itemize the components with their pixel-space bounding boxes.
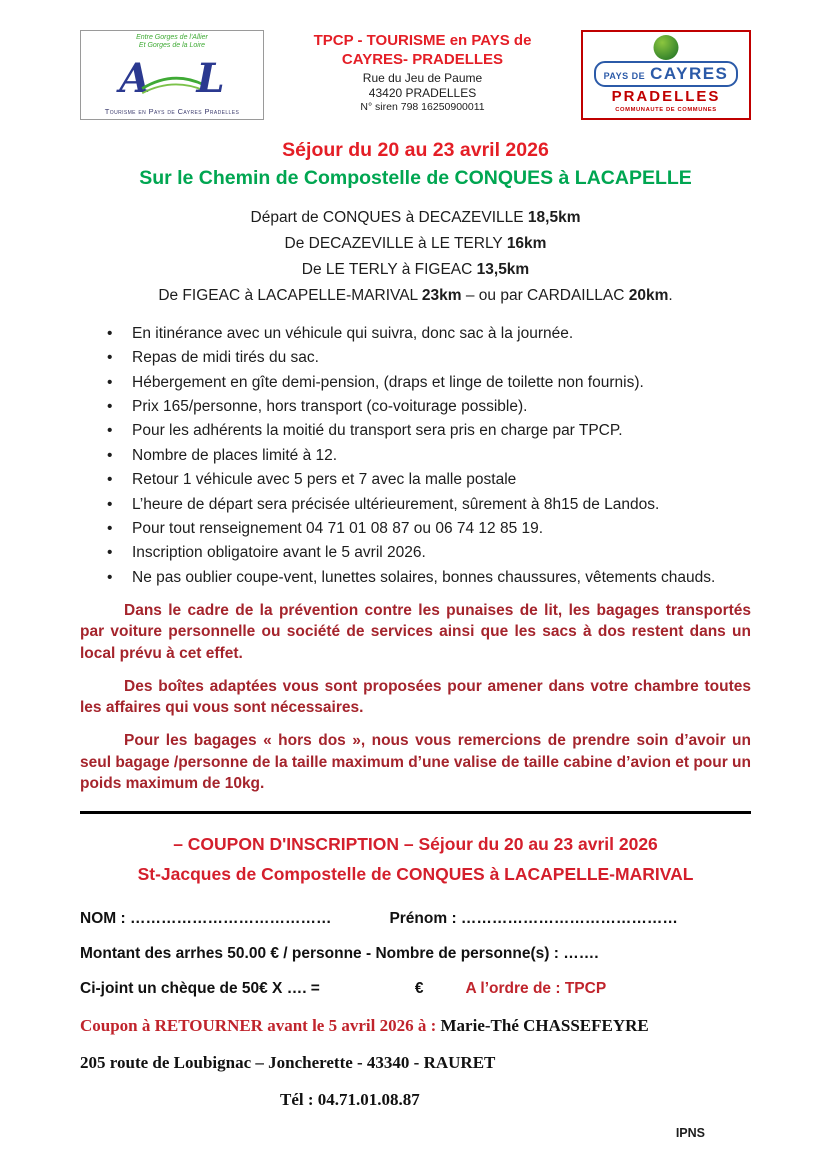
distance-value: 16km — [506, 234, 547, 252]
distance-text: Départ de CONQUES à DECAZEVILLE — [250, 208, 528, 226]
logo-communaute-label: COMMUNAUTE DE COMMUNES — [615, 107, 717, 113]
section-divider — [80, 811, 751, 814]
list-item: • Hébergement en gîte demi-pension, (draps et linge de toilette non fournis). — [80, 374, 751, 393]
ipns-mention: IPNS — [675, 1125, 705, 1140]
page-title-dates: Séjour du 20 au 23 avril 2026 — [282, 139, 549, 161]
communaute-communes-logo — [581, 30, 751, 120]
logo-pays-de-label: PAYS DE — [603, 71, 646, 81]
distance-value: 18,5km — [527, 208, 581, 226]
payee-order-text: A l’ordre de : TPCP — [465, 980, 607, 998]
org-info — [264, 30, 581, 120]
logo-monogram — [119, 56, 224, 102]
logo-letter-a: A — [119, 54, 151, 102]
logo-tagline — [136, 34, 208, 50]
notice-paragraph: Des boîtes adaptées vous sont proposées pour amener dans votre chambre toutes les affaires qui vous sont nécessaires. — [80, 677, 751, 717]
distance-line-3 — [80, 257, 751, 283]
prenom-fill-dots: …………………………………… — [460, 910, 678, 928]
distance-text: De LE TERLY à FIGEAC — [301, 260, 477, 278]
coupon-heading-line1: – COUPON D'INSCRIPTION – Séjour du 20 au 23 avril 2026 — [173, 834, 658, 855]
registration-form — [80, 909, 751, 1111]
page-title — [80, 138, 751, 192]
org-siren: N° siren 798 16250900011 — [360, 100, 485, 113]
distance-value: 20km — [628, 286, 669, 304]
euro-sign: € — [414, 980, 424, 998]
distance-text: De FIGEAC à LACAPELLE-MARIVAL — [158, 286, 422, 304]
logo-letter-l: L — [196, 54, 225, 102]
list-item: • Nombre de places limité à 12. — [80, 447, 751, 466]
nom-fill-dots: ………………………………… — [129, 910, 332, 928]
list-item: • Retour 1 véhicule avec 5 pers et 7 avec la malle postale — [80, 471, 751, 490]
notice-paragraph: Pour les bagages « hors dos », nous vous remercions de prendre soin d’avoir un seul bagage /personne de la taille maximum d’une valise de taille cabine d’avion et pour un poids maximum de 10kg. — [80, 732, 751, 793]
logo-name: Tourisme en Pays de Cayres Pradelles — [104, 107, 240, 116]
coupon-heading-line2: St-Jacques de Compostelle de CONQUES à LACAPELLE-MARIVAL — [137, 864, 694, 885]
itinerary-distances — [80, 205, 751, 309]
distance-value: 13,5km — [476, 260, 530, 278]
distance-text: De DECAZEVILLE à LE TERLY — [284, 234, 507, 252]
logo-tagline-line2: Et Gorges de la Loire — [138, 42, 206, 50]
distance-line-4 — [80, 283, 751, 309]
list-item: • Pour tout renseignement 04 71 01 08 87 ou 06 74 12 85 19. — [80, 520, 751, 539]
globe-icon — [654, 35, 679, 60]
list-item: • Repas de midi tirés du sac. — [80, 349, 751, 368]
org-title-line1: TPCP - TOURISME en PAYS de — [313, 32, 532, 49]
org-title-line2: CAYRES- PRADELLES — [341, 50, 504, 68]
list-item: • Inscription obligatoire avant le 5 avril 2026. — [80, 544, 751, 563]
luggage-notices — [80, 600, 751, 796]
form-line-arrhes: Montant des arrhes 50.00 € / personne - Nombre de personne(s) : ……. — [80, 945, 599, 963]
list-item: • En itinérance avec un véhicule qui suivra, donc sac à la journée. — [80, 325, 751, 344]
distance-text: . — [668, 286, 673, 304]
distance-text: – ou par CARDAILLAC — [461, 286, 629, 304]
form-line-return-to — [80, 1015, 751, 1037]
distance-line-2 — [80, 231, 751, 257]
list-item: • L’heure de départ sera précisée ultérieurement, sûrement à 8h15 de Landos. — [80, 496, 751, 515]
return-before-text: Coupon à RETOURNER avant le 5 avril 2026 à : — [80, 1015, 441, 1035]
page-title-route: Sur le Chemin de Compostelle de CONQUES à LACAPELLE — [139, 167, 692, 190]
form-line-cheque — [80, 979, 751, 999]
document-header — [80, 30, 751, 120]
recipient-name: Marie-Thé CHASSEFEYRE — [440, 1015, 649, 1035]
distance-line-1 — [80, 205, 751, 231]
org-address-line1: Rue du Jeu de Paume — [362, 70, 483, 85]
nom-label: NOM : — [80, 910, 130, 928]
tpcp-association-logo — [80, 30, 264, 120]
logo-cayres-label: CAYRES — [650, 64, 729, 83]
logo-tagline-line1: Entre Gorges de l'Allier — [136, 34, 208, 41]
logo-pays-de-cayres — [594, 61, 739, 87]
org-address-line2: 43420 PRADELLES — [368, 85, 477, 100]
list-item: • Prix 165/personne, hors transport (co-voiturage possible). — [80, 398, 751, 417]
org-title — [264, 32, 581, 70]
list-item: • Ne pas oublier coupe-vent, lunettes solaires, bonnes chaussures, vêtements chauds. — [80, 569, 751, 588]
form-line-phone: Tél : 04.71.01.08.87 — [280, 1089, 420, 1109]
notice-paragraph: Dans le cadre de la prévention contre les punaises de lit, les bagages transportés par voiture personnelle ou société de services ainsi que les sacs à dos restent dans un local prévu à cet effet. — [80, 601, 751, 663]
form-line-address: 205 route de Loubignac – Joncherette - 43340 - RAURET — [80, 1052, 496, 1072]
trip-details-list — [80, 325, 751, 588]
cheque-text: Ci-joint un chèque de 50€ X …. = — [80, 980, 320, 998]
prenom-label: Prénom : — [389, 910, 461, 928]
distance-value: 23km — [421, 286, 462, 304]
list-item: • Pour les adhérents la moitié du transport sera pris en charge par TPCP. — [80, 422, 751, 441]
logo-pradelles-label: PRADELLES — [611, 88, 721, 105]
form-line-name — [80, 909, 751, 929]
